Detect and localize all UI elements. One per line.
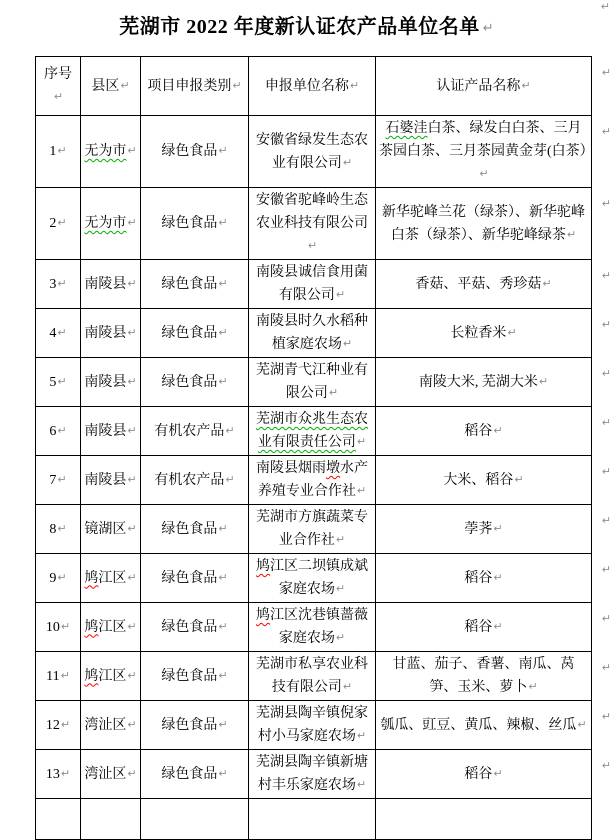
paragraph-mark: ↵	[342, 680, 353, 693]
cell-text	[256, 412, 368, 450]
paragraph-mark: ↵	[335, 631, 346, 644]
cell-products	[376, 603, 611, 652]
cell-text: 5	[49, 374, 57, 390]
cell-text: 绿色食品	[161, 276, 218, 292]
paragraph-mark: ↵	[218, 619, 228, 633]
cell-no	[36, 554, 81, 603]
cell-text: 镜湖区	[84, 521, 127, 537]
cell-county-empty	[81, 799, 141, 840]
paragraph-mark: ↵	[601, 318, 611, 331]
cell-no	[36, 309, 81, 358]
paragraph-mark: ↵	[127, 374, 137, 388]
table-body	[36, 116, 611, 840]
cell-text: 11	[46, 668, 60, 684]
cell-products	[376, 505, 611, 554]
cell-text: 稻谷	[464, 423, 493, 439]
paragraph-mark: ↵	[218, 766, 228, 780]
cell-unit	[249, 603, 376, 652]
paragraph-mark: ↵	[601, 661, 611, 674]
cell-text: 绿色食品	[161, 521, 218, 537]
cell-county	[81, 358, 141, 407]
cell-text: 有机农产品	[154, 423, 225, 439]
cell-unit	[249, 505, 376, 554]
cell-text	[84, 216, 126, 231]
cell-no	[36, 701, 81, 750]
cell-no	[36, 652, 81, 701]
paragraph-mark: ↵	[60, 766, 71, 780]
paragraph-mark: ↵	[120, 78, 130, 92]
cell-text: 南陵大米, 芜湖大米	[418, 374, 538, 390]
cell-unit	[249, 407, 376, 456]
cell-unit	[249, 554, 376, 603]
column-header-label: 认证产品名称	[436, 78, 521, 94]
paragraph-mark: ↵	[57, 570, 67, 584]
cell-text: 鸠江区沈巷镇蔷薇家庭农场	[256, 608, 368, 646]
paragraph-mark: ↵	[57, 144, 67, 157]
paragraph-mark: ↵	[127, 144, 137, 157]
cell-text: 芜湖县陶辛镇新塘村丰乐家庭农场	[256, 755, 368, 793]
cell-text: 绿色食品	[161, 144, 218, 159]
table-row	[36, 603, 592, 652]
cell-text: 8	[49, 521, 57, 537]
cell-products	[376, 116, 611, 188]
paragraph-mark: ↵	[60, 717, 71, 731]
table-row	[36, 456, 592, 505]
paragraph-mark: ↵	[127, 325, 137, 339]
cell-text: 安徽省驼峰岭生态农业科技有限公司	[256, 193, 368, 231]
cell-text: 绿色食品	[161, 216, 218, 231]
cell-category	[141, 554, 249, 603]
cell-text: 湾沚区	[84, 717, 127, 733]
paragraph-mark: ↵	[342, 155, 353, 169]
cell-text: 芜湖县陶辛镇倪家村小马家庭农场	[256, 706, 368, 744]
cell-no	[36, 116, 81, 188]
table-row	[36, 652, 592, 701]
cell-category	[141, 701, 249, 750]
cell-products	[376, 309, 611, 358]
cell-unit	[249, 309, 376, 358]
cell-text: 绿色食品	[161, 668, 218, 684]
cell-products	[376, 188, 611, 260]
cell-text: 鸠江区二坝镇成斌家庭农场	[256, 559, 368, 597]
paragraph-mark: ↵	[601, 612, 611, 625]
paragraph-mark: ↵	[601, 416, 611, 429]
cell-county	[81, 407, 141, 456]
cell-county	[81, 188, 141, 260]
cell-text: 石婆洼白茶、绿发白白茶、三月茶园白茶、三月茶园黄金芽(白茶）	[379, 121, 594, 159]
paragraph-mark: ↵	[57, 423, 67, 437]
paragraph-mark: ↵	[57, 374, 67, 388]
column-header	[141, 57, 249, 116]
paragraph-mark: ↵	[356, 778, 367, 791]
cell-text: 南陵县烟雨墩水产养殖专业合作社	[256, 461, 368, 499]
paragraph-mark: ↵	[53, 90, 64, 103]
cell-text: 3	[49, 276, 57, 292]
cell-unit	[249, 116, 376, 188]
cell-county	[81, 603, 141, 652]
table-header	[36, 57, 611, 116]
cell-text: 大米、稻谷	[443, 472, 514, 488]
cell-text: 绿色食品	[161, 717, 218, 733]
cell-text: 南陵县	[84, 472, 127, 488]
cell-unit	[249, 358, 376, 407]
paragraph-mark: ↵	[566, 227, 577, 241]
misspelling-red: 鸠	[84, 619, 99, 635]
cell-products	[376, 554, 611, 603]
cell-unit-empty	[249, 799, 376, 840]
paragraph-mark: ↵	[127, 717, 137, 731]
cell-text: 1	[49, 144, 57, 159]
table-row	[36, 407, 592, 456]
cell-category	[141, 456, 249, 505]
paragraph-mark: ↵	[542, 276, 552, 290]
cell-category	[141, 603, 249, 652]
paragraph-mark: ↵	[356, 729, 367, 742]
paragraph-mark: ↵	[356, 484, 367, 497]
cell-unit	[249, 652, 376, 701]
cell-text: 鸠江区	[84, 570, 127, 586]
paragraph-mark: ↵	[328, 386, 339, 399]
cell-unit	[249, 260, 376, 309]
paragraph-mark: ↵	[601, 465, 611, 478]
paragraph-mark: ↵	[528, 680, 538, 693]
paragraph-mark: ↵	[601, 563, 611, 576]
cell-text: 2	[49, 216, 57, 231]
cell-text	[84, 144, 126, 159]
cell-no	[36, 603, 81, 652]
cell-products	[376, 456, 611, 505]
cell-text: 南陵县	[84, 276, 127, 292]
paragraph-mark: ↵	[601, 197, 611, 210]
cell-text: 长粒香米	[450, 325, 507, 341]
paragraph-mark: ↵	[218, 276, 228, 290]
paragraph-mark: ↵	[218, 521, 228, 535]
cell-text: 甘蓝、茄子、香薯、南瓜、莴笋、玉米、萝卜	[392, 657, 575, 695]
paragraph-mark: ↵	[127, 766, 137, 780]
paragraph-mark: ↵	[335, 533, 346, 546]
cell-products	[376, 652, 611, 701]
column-header	[376, 57, 611, 116]
paragraph-mark: ↵	[493, 570, 503, 584]
paragraph-mark: ↵	[225, 423, 235, 437]
table-row	[36, 750, 592, 799]
paragraph-mark: ↵	[601, 125, 611, 138]
paragraph-mark: ↵	[218, 144, 228, 157]
cell-category	[141, 505, 249, 554]
paragraph-mark: ↵	[493, 766, 503, 780]
paragraph-mark: ↵	[127, 423, 137, 437]
cell-text: 13	[45, 766, 60, 782]
cell-text: 南陵县	[84, 423, 127, 439]
cell-category	[141, 260, 249, 309]
paragraph-mark: ↵	[127, 276, 137, 290]
paragraph-mark: ↵	[482, 21, 494, 36]
paragraph-mark: ↵	[60, 668, 70, 682]
paragraph-mark: ↵	[521, 78, 531, 92]
table-row-partial	[36, 799, 592, 840]
cell-county	[81, 750, 141, 799]
paragraph-mark: ↵	[601, 66, 611, 79]
cell-county	[81, 701, 141, 750]
paragraph-mark: ↵	[479, 167, 489, 180]
cell-text: 瓠瓜、豇豆、黄瓜、辣椒、丝瓜	[380, 717, 577, 733]
paragraph-mark: ↵	[349, 78, 360, 92]
cell-county	[81, 309, 141, 358]
cell-county	[81, 505, 141, 554]
cell-text: 芜湖市方旗蔬菜专业合作社	[256, 510, 368, 548]
paragraph-mark: ↵	[493, 619, 503, 633]
cell-category	[141, 407, 249, 456]
cell-county	[81, 260, 141, 309]
paragraph-mark: ↵	[538, 374, 549, 388]
paragraph-mark: ↵	[356, 435, 367, 448]
cell-text: 绿色食品	[161, 766, 218, 782]
cell-no	[36, 505, 81, 554]
cell-text: 稻谷	[464, 570, 493, 586]
table-row	[36, 554, 592, 603]
column-header-label: 申报单位名称	[264, 78, 349, 94]
cell-text: 有机农产品	[154, 472, 225, 488]
cell-text: 稻谷	[464, 766, 493, 782]
cell-county	[81, 554, 141, 603]
paragraph-mark: ↵	[60, 619, 71, 633]
table-row	[36, 116, 592, 188]
cell-no	[36, 750, 81, 799]
cell-text: 绿色食品	[161, 374, 218, 390]
cell-text: 7	[49, 472, 57, 488]
cell-category	[141, 309, 249, 358]
column-header-label: 项目申报类别	[147, 78, 232, 94]
cell-category	[141, 358, 249, 407]
cell-text: 10	[45, 619, 60, 635]
cell-text: 荸荠	[464, 521, 493, 537]
cell-text: 芜湖青弋江种业有限公司	[256, 363, 368, 401]
cell-text: 绿色食品	[161, 570, 218, 586]
paragraph-mark: ↵	[601, 710, 611, 723]
column-header	[36, 57, 81, 116]
cell-county	[81, 116, 141, 188]
paragraph-mark: ↵	[127, 668, 137, 682]
paragraph-mark: ↵	[127, 619, 137, 633]
column-header-label: 序号	[44, 67, 72, 82]
header-row	[36, 57, 592, 116]
cell-unit	[249, 188, 376, 260]
paragraph-mark: ↵	[127, 521, 137, 535]
cell-products	[376, 358, 611, 407]
misspelling-red: 鸠	[84, 668, 99, 684]
misspelling-green: 石婆洼	[385, 121, 428, 136]
paragraph-mark: ↵	[601, 269, 611, 282]
cell-no	[36, 188, 81, 260]
paragraph-mark: ↵	[57, 276, 67, 290]
certification-table	[35, 56, 611, 840]
paragraph-mark: ↵	[514, 472, 524, 486]
cell-text: 湾沚区	[84, 766, 127, 782]
cell-text: 鸠江区	[84, 619, 127, 635]
paragraph-mark: ↵	[57, 472, 67, 486]
cell-text: 绿色食品	[161, 619, 218, 635]
cell-text: 绿色食品	[161, 325, 218, 341]
cell-text: 稻谷	[464, 619, 493, 635]
paragraph-mark: ↵	[218, 325, 228, 339]
paragraph-mark: ↵	[218, 717, 228, 731]
cell-text: 南陵县	[84, 325, 127, 341]
cell-products	[376, 750, 611, 799]
cell-county	[81, 652, 141, 701]
cell-text: 鸠江区	[84, 668, 127, 684]
paragraph-mark: ↵	[342, 337, 353, 350]
cell-category-empty	[141, 799, 249, 840]
document-title: 芜湖市 2022 年度新认证农产品单位名单	[119, 16, 480, 38]
cell-category	[141, 188, 249, 260]
cell-unit	[249, 456, 376, 505]
cell-county	[81, 456, 141, 505]
column-header	[249, 57, 376, 116]
title-row	[0, 0, 613, 42]
cell-no-empty	[36, 799, 81, 840]
paragraph-mark: ↵	[493, 423, 503, 437]
table-row	[36, 505, 592, 554]
paragraph-mark: ↵	[57, 216, 67, 229]
cell-category	[141, 652, 249, 701]
cell-products	[376, 407, 611, 456]
misspelling-red: 鸠	[256, 608, 270, 623]
cell-no	[36, 260, 81, 309]
paragraph-mark: ↵	[307, 239, 318, 252]
misspelling-green: 无为市	[84, 216, 127, 231]
cell-text: 芜湖市私享农业科技有限公司	[256, 657, 368, 695]
cell-category	[141, 116, 249, 188]
paragraph-mark: ↵	[218, 668, 228, 682]
paragraph-mark: ↵	[218, 570, 228, 584]
cell-text: 南陵县诚信食用菌有限公司	[256, 265, 368, 303]
cell-text: 12	[45, 717, 60, 733]
misspelling-red: 鸠	[256, 559, 270, 574]
paragraph-mark: ↵	[127, 472, 137, 486]
cell-products-empty	[376, 799, 592, 840]
cell-text: 4	[49, 325, 57, 341]
cell-no	[36, 358, 81, 407]
paragraph-mark: ↵	[335, 288, 346, 301]
misspelling-green: 芜湖市众兆生态农业有限责任公司	[256, 412, 368, 450]
paragraph-mark: ↵	[507, 325, 517, 339]
paragraph-mark: ↵	[127, 216, 137, 229]
paragraph-mark: ↵	[601, 514, 611, 527]
cell-unit	[249, 750, 376, 799]
paragraph-mark: ↵	[493, 521, 503, 535]
cell-text: 南陵县	[84, 374, 127, 390]
column-header-label: 县区	[91, 78, 120, 94]
cell-text: 安徽省绿发生态农业有限公司	[256, 132, 368, 171]
paragraph-mark: ↵	[218, 216, 228, 229]
cell-products	[376, 260, 611, 309]
cell-products	[376, 701, 611, 750]
cell-text: 香菇、平菇、秀珍菇	[415, 276, 542, 292]
column-header	[81, 57, 141, 116]
paragraph-mark: ↵	[601, 759, 611, 772]
paragraph-mark: ↵	[57, 521, 67, 535]
cell-category	[141, 750, 249, 799]
table-row	[36, 309, 592, 358]
paragraph-mark: ↵	[601, 367, 611, 380]
paragraph-mark: ↵	[225, 472, 235, 486]
paragraph-mark: ↵	[335, 582, 346, 595]
table-row	[36, 701, 592, 750]
paragraph-mark: ↵	[57, 325, 67, 339]
cell-text: 南陵县时久水稻种植家庭农场	[256, 314, 368, 352]
cell-no	[36, 456, 81, 505]
table-row	[36, 358, 592, 407]
paragraph-mark: ↵	[600, 0, 610, 13]
cell-text: 6	[49, 423, 57, 439]
misspelling-red: 墩	[326, 461, 340, 476]
misspelling-green: 无为市	[84, 144, 127, 159]
cell-text: 9	[49, 570, 57, 586]
paragraph-mark: ↵	[127, 570, 137, 584]
cell-unit	[249, 701, 376, 750]
table-row	[36, 260, 592, 309]
paragraph-mark: ↵	[218, 374, 228, 388]
misspelling-red: 鸠	[84, 570, 99, 586]
paragraph-mark: ↵	[232, 78, 242, 92]
paragraph-mark: ↵	[577, 717, 587, 731]
cell-no	[36, 407, 81, 456]
table-row	[36, 188, 592, 260]
cell-text: 新华驼峰兰花（绿茶）、新华驼峰白茶（绿茶）、新华驼峰绿茶	[382, 204, 585, 243]
